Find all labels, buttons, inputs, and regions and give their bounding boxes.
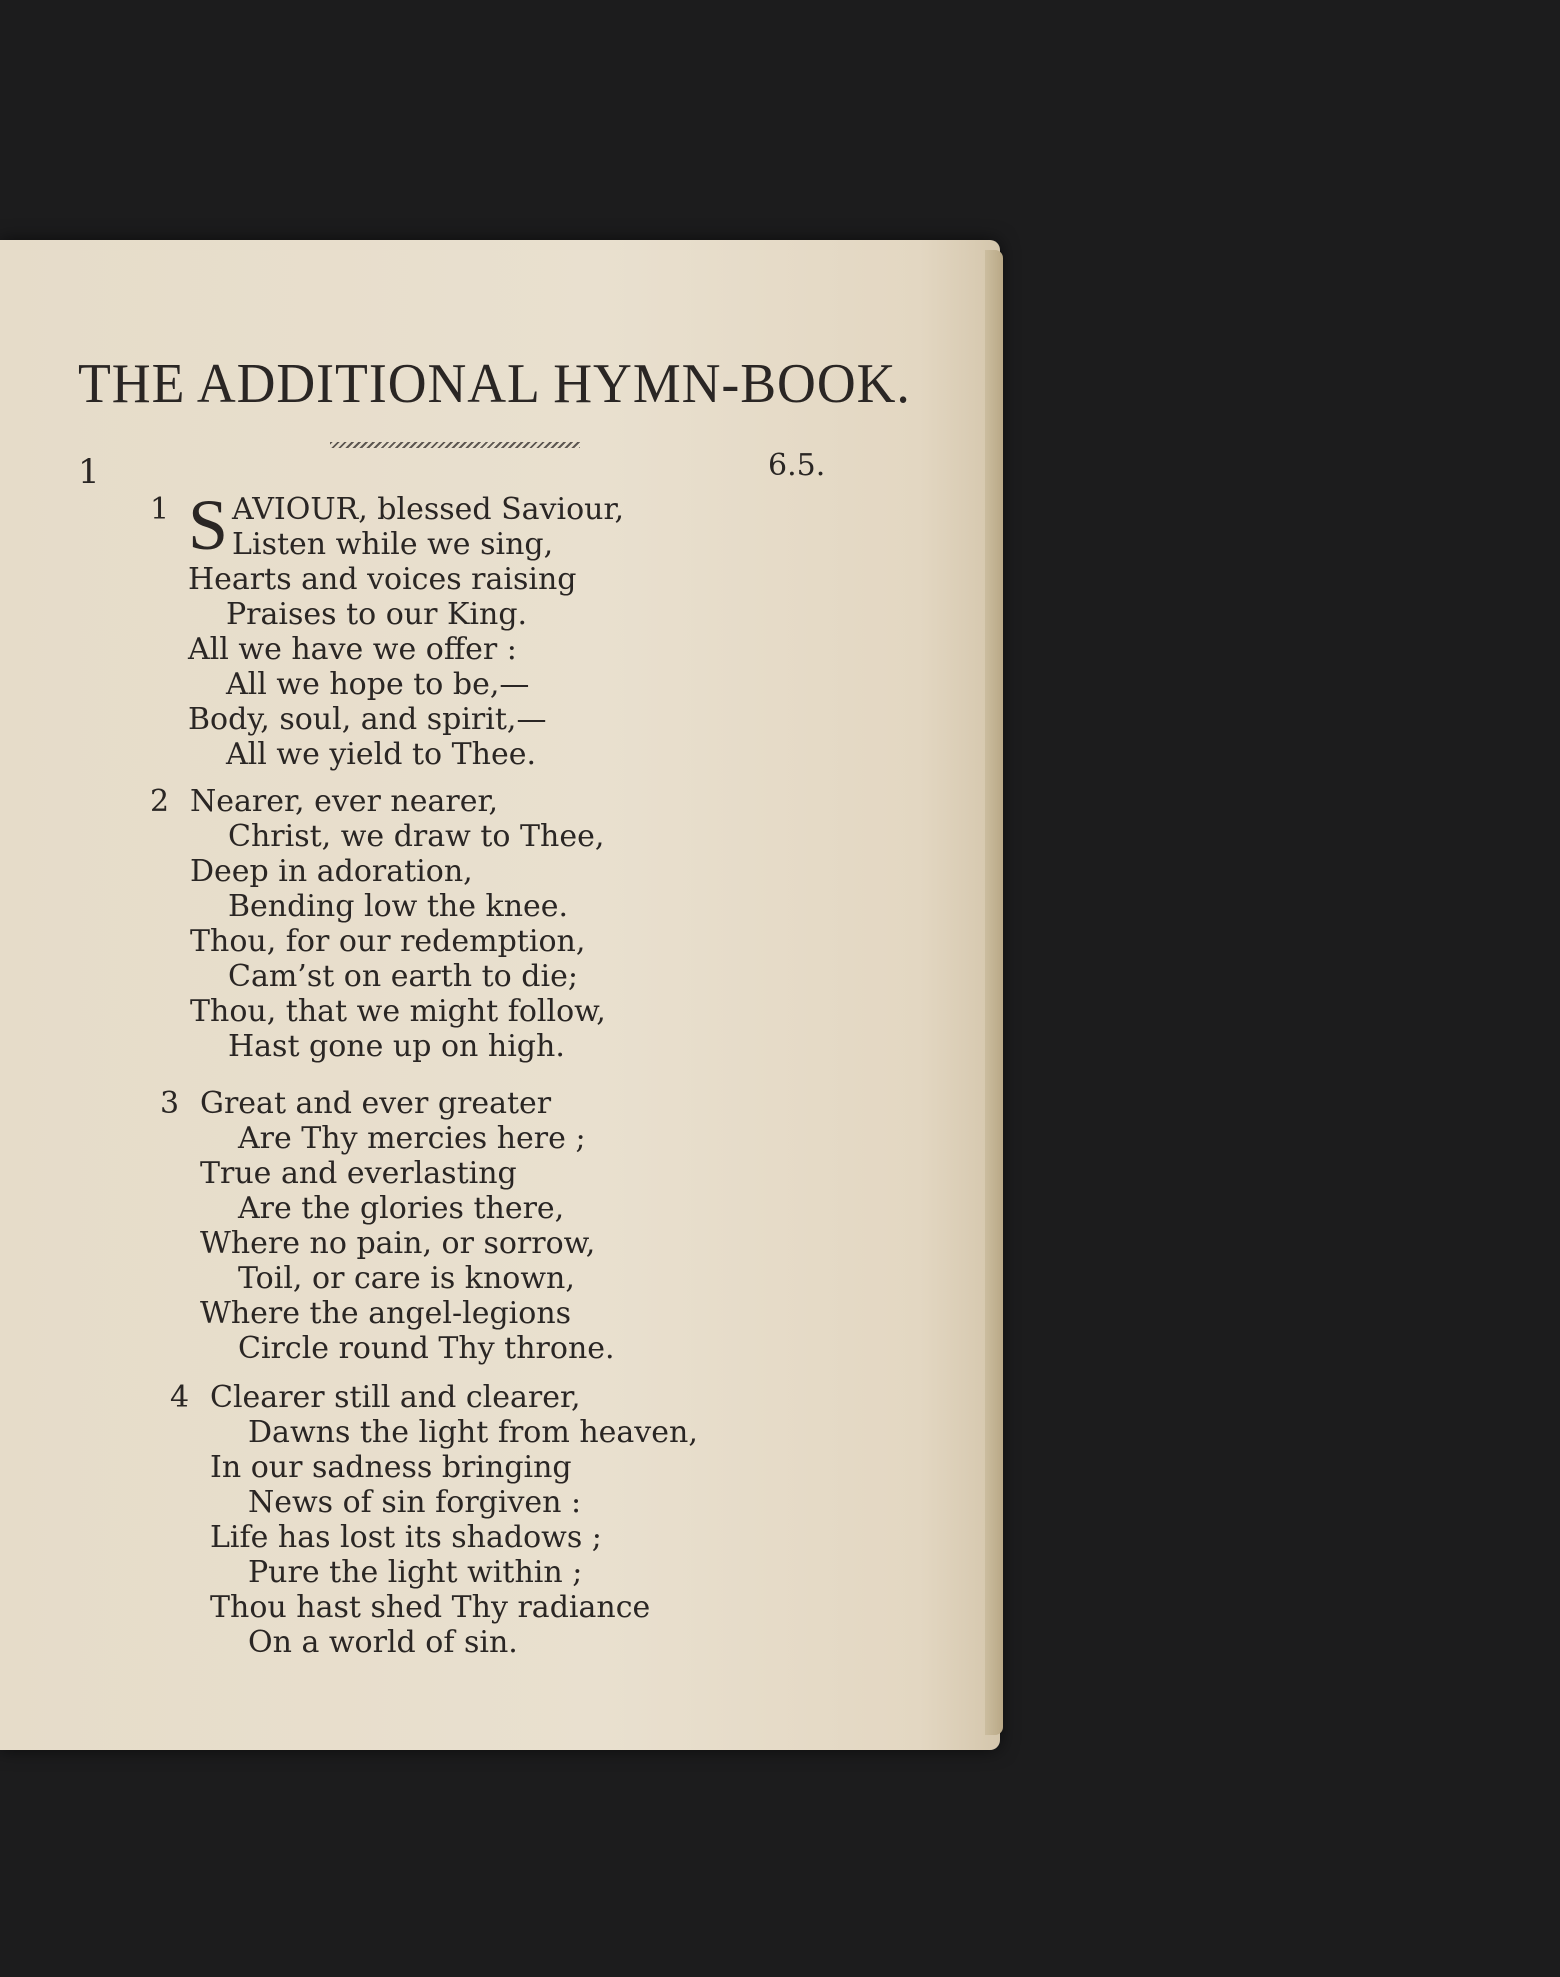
verse-line: Listen while we sing, <box>232 527 554 562</box>
verse-line: Circle round Thy throne. <box>238 1331 615 1366</box>
verse-1 <box>150 485 625 772</box>
verse-line: Praises to our King. <box>226 597 528 632</box>
verse-line: AVIOUR, blessed Saviour, <box>232 492 625 527</box>
verse-line: Where the angel-legions <box>200 1296 572 1331</box>
verse-number: 4 <box>170 1380 190 1415</box>
verse-line: Deep in adoration, <box>190 854 473 889</box>
verse-number: 2 <box>150 784 170 819</box>
ornamental-rule <box>330 442 580 448</box>
verse-line: True and everlasting <box>200 1156 517 1191</box>
verse-line: Are the glories there, <box>238 1191 565 1226</box>
verse-line: On a world of sin. <box>248 1625 518 1660</box>
verse-line: Pure the light within ; <box>248 1555 583 1590</box>
verse-3 <box>160 1086 615 1366</box>
verse-2 <box>150 784 606 1064</box>
drop-cap: S <box>188 485 229 565</box>
verse-line: Thou, that we might follow, <box>190 994 606 1029</box>
verse-line: Are Thy mercies here ; <box>238 1121 586 1156</box>
verse-line: Nearer, ever nearer, <box>190 784 499 819</box>
hymn-number: 1 <box>78 452 100 492</box>
page-edge <box>985 250 1003 1735</box>
verse-line: Thou, for our redemption, <box>190 924 586 959</box>
verse-4 <box>170 1380 698 1660</box>
verse-line: Dawns the light from heaven, <box>248 1415 698 1450</box>
verse-number: 1 <box>150 492 170 527</box>
verse-line: Christ, we draw to Thee, <box>228 819 605 854</box>
verse-line: Great and ever greater <box>200 1086 552 1121</box>
verse-line: All we have we offer : <box>188 632 517 667</box>
page-title: THE ADDITIONAL HYMN-BOOK. <box>78 353 911 415</box>
verse-line: Hearts and voices raising <box>188 562 577 597</box>
verse-number: 3 <box>160 1086 180 1121</box>
verse-line: All we hope to be,— <box>226 667 530 702</box>
verse-line: All we yield to Thee. <box>226 737 537 772</box>
verse-line: Life has lost its shadows ; <box>210 1520 602 1555</box>
verse-line: Where no pain, or sorrow, <box>200 1226 596 1261</box>
verse-line: Toil, or care is known, <box>238 1261 575 1296</box>
verse-line: Body, soul, and spirit,— <box>188 702 547 737</box>
verse-line: Thou hast shed Thy radiance <box>210 1590 651 1625</box>
verse-line: Cam’st on earth to die; <box>228 959 578 994</box>
verse-line: News of sin forgiven : <box>248 1485 582 1520</box>
hymn-meter: 6.5. <box>768 448 826 483</box>
verse-line: Bending low the knee. <box>228 889 569 924</box>
verse-line: In our sadness bringing <box>210 1450 572 1485</box>
verse-line: Clearer still and clearer, <box>210 1380 581 1415</box>
verse-line: Hast gone up on high. <box>228 1029 565 1064</box>
